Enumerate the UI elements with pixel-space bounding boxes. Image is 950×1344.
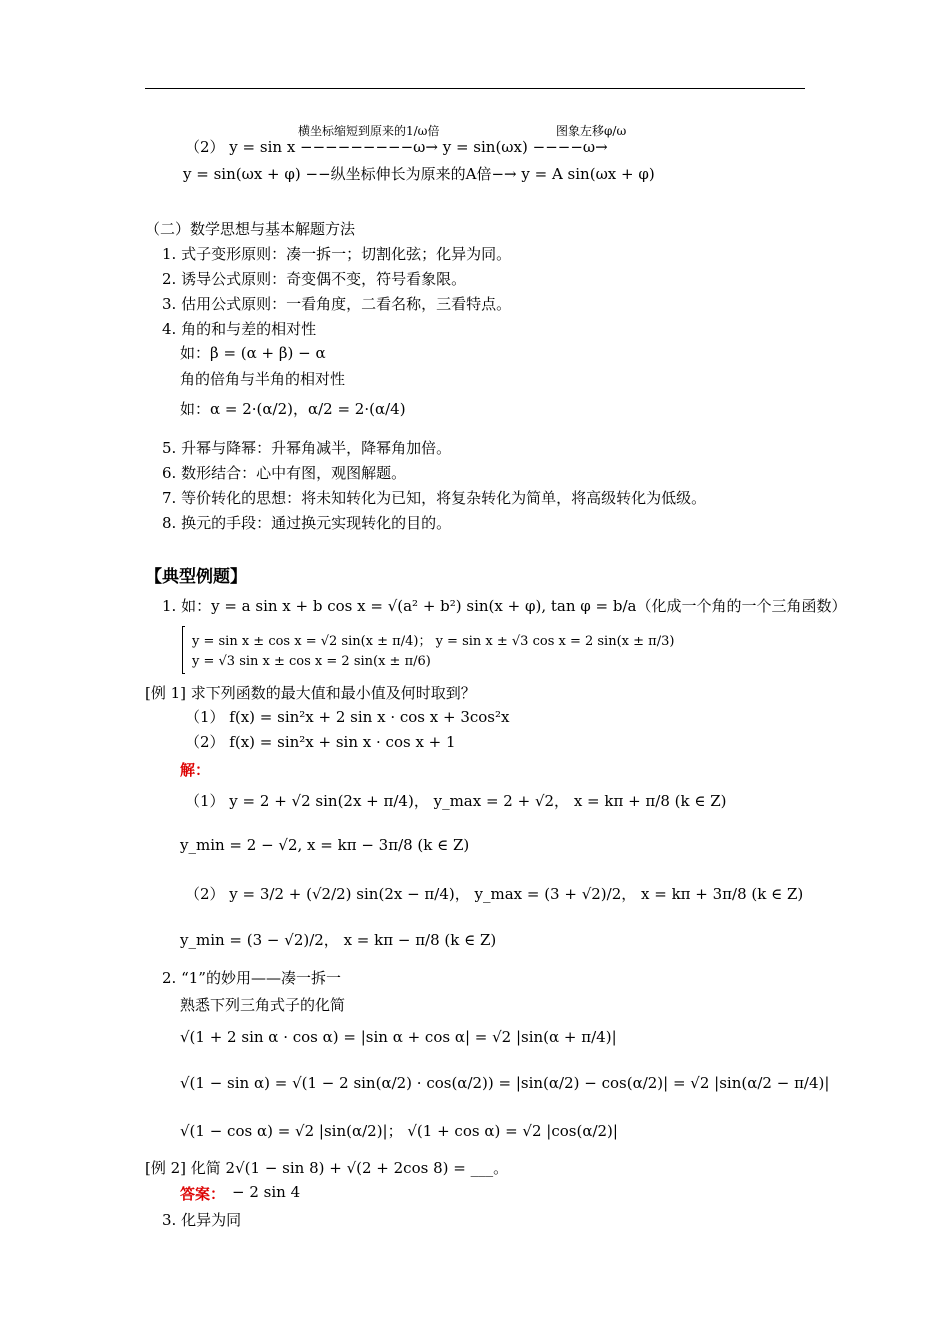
typical-1-line-b: y = sin x ± cos x = √2 sin(x ± π/4)； y = sin x ± √3 cos x = 2 sin(x ± π/3)	[192, 634, 675, 649]
shift-label-1: 横坐标缩短到原来的1/ω倍	[298, 124, 440, 138]
typical-2: 2. “1”的妙用——凑一拆一	[162, 969, 341, 987]
item-1: 1. 式子变形原则：凑一拆一；切割化弦；化异为同。	[162, 245, 512, 263]
example-1: [例 1] 求下列函数的最大值和最小值及何时取到？	[145, 684, 476, 702]
typical-1: 1. 如：y = a sin x + b cos x = √(a² + b²) sin(x + φ), tan φ = b/a（化成一个角的一个三角函数）	[162, 597, 847, 615]
item-4: 4. 角的和与差的相对性	[162, 320, 317, 338]
transform-line-2: y = sin(ωx + φ) −−纵坐标伸长为原来的A倍−→ y = A sin(ωx + φ)	[183, 165, 655, 183]
typical-1-line-c: y = √3 sin x ± cos x = 2 sin(x ± π/6)	[192, 654, 431, 669]
example-2: [例 2] 化简 2√(1 − sin 8) + √(2 + 2cos 8) = ___。	[145, 1159, 509, 1177]
formula-2: √(1 − sin α) = √(1 − 2 sin(α/2) · cos(α/2)) = |sin(α/2) − cos(α/2)| = √2 |sin(α/2 − π/4)|	[180, 1074, 830, 1092]
transform-line-1: （2） y = sin x −−−−−−−−−ω→ y = sin(ωx) −−−−ω→	[185, 138, 608, 156]
item-5: 5. 升幂与降幂：升幂角减半，降幂角加倍。	[162, 439, 452, 457]
answer-label: 答案：	[180, 1185, 226, 1203]
item-6: 6. 数形结合：心中有图，观图解题。	[162, 464, 407, 482]
section-title: （二）数学思想与基本解题方法	[145, 220, 356, 238]
shift-label-2: 图象左移φ/ω	[556, 124, 627, 138]
example-1-b: （2） f(x) = sin²x + sin x · cos x + 1	[185, 733, 456, 751]
formula-3: √(1 − cos α) = √2 |sin(α/2)|； √(1 + cos α) = √2 |cos(α/2)|	[180, 1122, 618, 1140]
item-8: 8. 换元的手段：通过换元实现转化的目的。	[162, 514, 452, 532]
system-brace	[182, 626, 185, 674]
solution-2: （2） y = 3/2 + (√2/2) sin(2x − π/4)， y_max = (3 + √2)/2， x = kπ + 3π/8 (k ∈ Z)	[185, 885, 804, 903]
solution-2-min: y_min = (3 − √2)/2， x = kπ − π/8 (k ∈ Z)	[180, 931, 497, 949]
item-2: 2. 诱导公式原则：奇变偶不变，符号看象限。	[162, 270, 467, 288]
item-7: 7. 等价转化的思想：将未知转化为已知，将复杂转化为简单，将高级转化为低级。	[162, 489, 707, 507]
top-rule	[145, 88, 805, 89]
answer-value: − 2 sin 4	[232, 1183, 301, 1201]
solution-1: （1） y = 2 + √2 sin(2x + π/4)， y_max = 2 + √2， x = kπ + π/8 (k ∈ Z)	[185, 792, 727, 810]
typical-3: 3. 化异为同	[162, 1211, 242, 1229]
typical-title: 【典型例题】	[145, 567, 247, 587]
item-4-sub: 角的倍角与半角的相对性	[180, 370, 346, 388]
typical-2-sub: 熟悉下列三角式子的化简	[180, 996, 346, 1014]
item-3: 3. 估用公式原则：一看角度，二看名称，三看特点。	[162, 295, 512, 313]
solution-label: 解：	[180, 761, 211, 779]
solution-1-min: y_min = 2 − √2, x = kπ − 3π/8 (k ∈ Z)	[180, 836, 470, 854]
item-4-sub-example: 如：α = 2·(α/2)，α/2 = 2·(α/4)	[180, 400, 406, 418]
formula-1: √(1 + 2 sin α · cos α) = |sin α + cos α| = √2 |sin(α + π/4)|	[180, 1028, 617, 1046]
example-1-a: （1） f(x) = sin²x + 2 sin x · cos x + 3cos²x	[185, 708, 510, 726]
item-4-example: 如：β = (α + β) − α	[180, 344, 326, 362]
